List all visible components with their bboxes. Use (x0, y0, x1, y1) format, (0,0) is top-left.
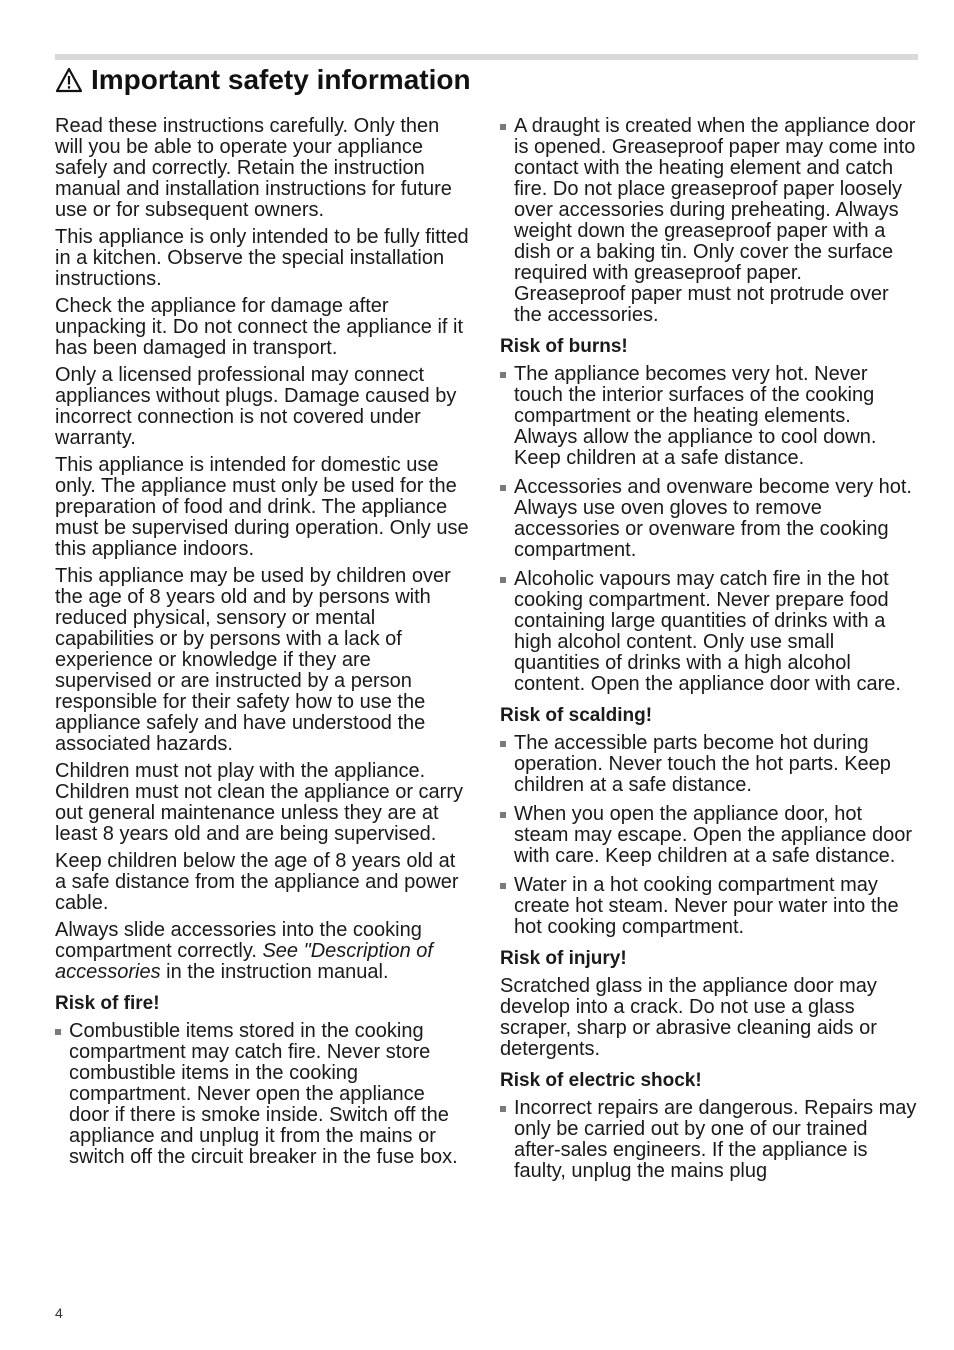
bullet-square-icon (500, 741, 506, 747)
accessories-paragraph (55, 920, 469, 983)
list-item (500, 477, 918, 561)
right-column (500, 116, 918, 1190)
page-title-text: Important safety information (91, 64, 471, 95)
list-item-text: The appliance becomes very hot. Never touch the interior surfaces of the cooking compartment or the heating elements. Always allow the appliance to cool down. Keep children at a safe distance. (514, 363, 877, 469)
page-number: 4 (55, 1305, 63, 1321)
paragraph: Keep children below the age of 8 years old at a safe distance from the appliance and power cable. (55, 850, 459, 914)
list-item (500, 1098, 918, 1182)
paragraph: Read these instructions carefully. Only then will you be able to operate your appliance safely and correctly. Retain the instruction manual and installation instructions for future use or for subsequent owners. (55, 115, 452, 221)
bullet-square-icon (55, 1029, 61, 1035)
list-item (500, 569, 918, 695)
list-item (500, 733, 918, 796)
list-item-text: Accessories and ovenware become very hot. Always use oven gloves to remove accessories or ovenware from the cooking compartment. (514, 476, 912, 561)
accessories-reference: See "Description of accessories (55, 940, 433, 983)
section-heading-fire: Risk of fire! (55, 993, 160, 1014)
list-item (55, 1021, 469, 1168)
left-column (55, 116, 469, 1176)
section-heading-burns: Risk of burns! (500, 336, 628, 357)
bullet-square-icon (500, 1106, 506, 1112)
list-item-text: When you open the appliance door, hot steam may escape. Open the appliance door with care. Keep children at a safe distance. (514, 803, 913, 867)
list-item-text: The accessible parts become hot during operation. Never touch the hot parts. Keep children at a safe distance. (514, 732, 891, 796)
section-heading-scalding: Risk of scalding! (500, 705, 653, 726)
paragraph: Children must not play with the appliance. Children must not clean the appliance or carry out general maintenance unless they are at least 8 years old and are being supervised. (55, 760, 463, 845)
bullet-square-icon (500, 812, 506, 818)
list-item (500, 116, 918, 326)
page-title (55, 60, 918, 100)
bullet-square-icon (500, 485, 506, 491)
bullet-square-icon (500, 883, 506, 889)
section-heading-electric-shock: Risk of electric shock! (500, 1070, 702, 1091)
list-item-text: Combustible items stored in the cooking compartment may catch fire. Never store combustible items in the cooking compartment. Never open the appliance door if there is smoke inside. Switch off the appliance and unplug it from the mains or switch off the circuit breaker in the fuse box. (69, 1020, 458, 1168)
paragraph: This appliance is only intended to be fully fitted in a kitchen. Observe the special installation instructions. (55, 226, 469, 290)
list-item-text: Water in a hot cooking compartment may create hot steam. Never pour water into the hot cooking compartment. (514, 874, 899, 938)
bullet-square-icon (500, 577, 506, 583)
paragraph: Only a licensed professional may connect appliances without plugs. Damage caused by incorrect connection is not covered under warranty. (55, 364, 457, 449)
list-item (500, 804, 918, 867)
bullet-square-icon (500, 124, 506, 130)
paragraph: This appliance is intended for domestic use only. The appliance must only be used for the preparation of food and drink. The appliance must be supervised during operation. Only use this appliance indoors. (55, 454, 469, 560)
accessories-text: Always slide accessories into the cooking compartment correctly. (55, 919, 422, 962)
accessories-text-end: in the instruction manual. (160, 961, 389, 983)
warning-triangle-icon (55, 67, 83, 93)
list-item-text: Alcoholic vapours may catch fire in the hot cooking compartment. Never prepare food containing large quantities of drinks with a high alcohol content. Only use small quantities of drinks with a high alcohol content. Open the appliance door with care. (514, 568, 901, 695)
list-item (500, 875, 918, 938)
list-item-text: Incorrect repairs are dangerous. Repairs may only be carried out by one of our trained after-sales engineers. If the appliance is faulty, unplug the mains plug (514, 1097, 917, 1182)
paragraph: Scratched glass in the appliance door may develop into a crack. Do not use a glass scraper, sharp or abrasive cleaning aids or detergents. (500, 975, 877, 1060)
section-heading-injury: Risk of injury! (500, 948, 627, 969)
list-item (500, 364, 918, 469)
list-item-text: A draught is created when the appliance door is opened. Greaseproof paper may come into contact with the heating element and catch fire. Do not place greaseproof paper loosely over accessories during preheating. Always weight down the greaseproof paper with a dish or a baking tin. Only cover the surface required with greaseproof paper. Greaseproof paper must not protrude over the accessories. (514, 115, 916, 326)
bullet-square-icon (500, 372, 506, 378)
paragraph: This appliance may be used by children over the age of 8 years old and by persons with reduced physical, sensory or mental capabilities or by persons with a lack of experience or knowledge if they are supervised or are instructed by a person responsible for their safety how to use the appliance safely and have understood the associated hazards. (55, 565, 451, 755)
paragraph: Check the appliance for damage after unpacking it. Do not connect the appliance if it has been damaged in transport. (55, 295, 464, 359)
